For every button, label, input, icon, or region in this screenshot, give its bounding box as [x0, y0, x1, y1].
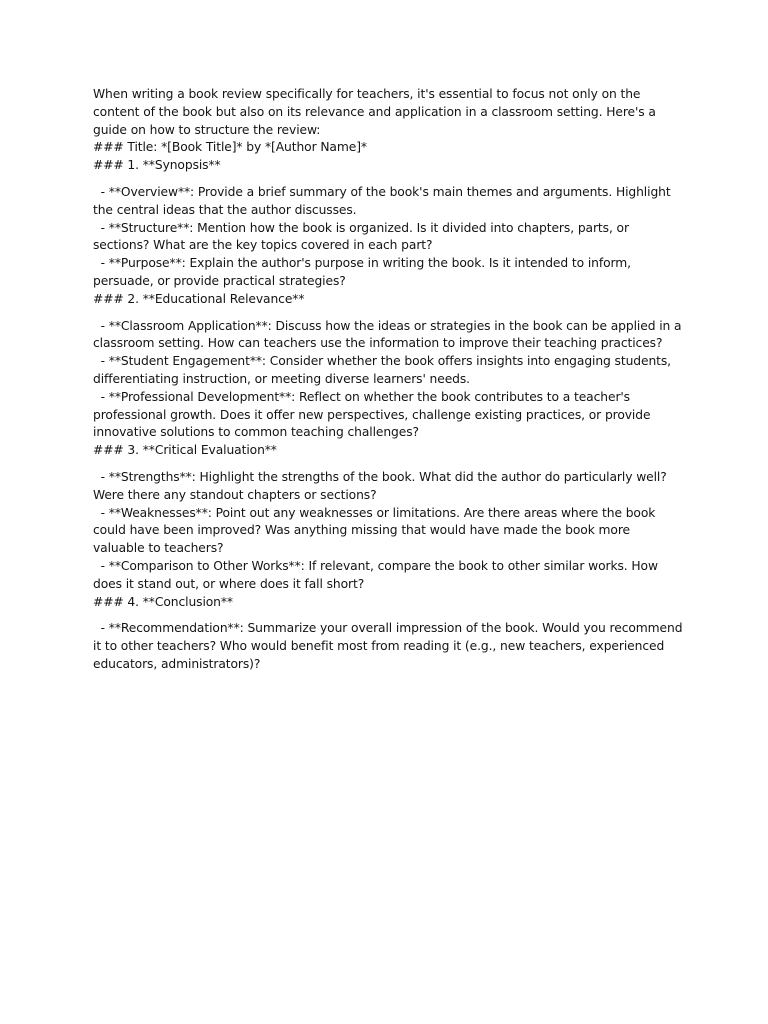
- section-heading-conclusion: ### 4. **Conclusion**: [93, 594, 233, 609]
- bullet-classroom-application: - **Classroom Application**: Discuss how the ideas or strategies in the book can be applied in a classroom setting. How can teachers use the information to improve their teaching practices?: [93, 318, 686, 351]
- section-heading-synopsis: ### 1. **Synopsis**: [93, 158, 221, 173]
- document-page: [93, 86, 687, 674]
- bullet-comparison: - **Comparison to Other Works**: If relevant, compare the book to other similar works. How does it stand out, or where does it fall short?: [93, 558, 662, 591]
- intro-paragraph: When writing a book review specifically for teachers, it's essential to focus not only on the content of the book but also on its relevance and application in a classroom setting. Here's a guide on how to structure the review:: [93, 87, 660, 137]
- bullet-recommendation: - **Recommendation**: Summarize your overall impression of the book. Would you recommend it to other teachers? Who would benefit most from reading it (e.g., new teachers, experienced educators, administrators)?: [93, 621, 687, 671]
- section-heading-critical-evaluation: ### 3. **Critical Evaluation**: [93, 443, 277, 458]
- review-title-line: ### Title: *[Book Title]* by *[Author Name]*: [93, 140, 367, 155]
- section-heading-educational-relevance: ### 2. **Educational Relevance**: [93, 291, 305, 306]
- bullet-purpose: - **Purpose**: Explain the author's purpose in writing the book. Is it intended to inform, persuade, or provide practical strategies?: [93, 256, 635, 288]
- bullet-professional-development: - **Professional Development**: Reflect on whether the book contributes to a teacher's professional growth. Does it offer new perspectives, challenge existing practices, or provide innovative solutions to common teaching challenges?: [93, 389, 655, 440]
- bullet-strengths: - **Strengths**: Highlight the strengths of the book. What did the author do particularly well? Were there any standout chapters or sections?: [93, 469, 671, 502]
- bullet-structure: - **Structure**: Mention how the book is organized. Is it divided into chapters, parts, or sections? What are the key topics covered in each part?: [93, 220, 633, 253]
- bullet-student-engagement: - **Student Engagement**: Consider whether the book offers insights into engaging students, differentiating instruction, or meeting diverse learners' needs.: [93, 354, 675, 386]
- bullet-weaknesses: - **Weaknesses**: Point out any weaknesses or limitations. Are there areas where the book could have been improved? Was anything missing that would have made the book more valuable to teachers?: [93, 505, 660, 556]
- bullet-overview: - **Overview**: Provide a brief summary of the book's main themes and arguments. Highlight the central ideas that the author discusses.: [93, 184, 675, 217]
